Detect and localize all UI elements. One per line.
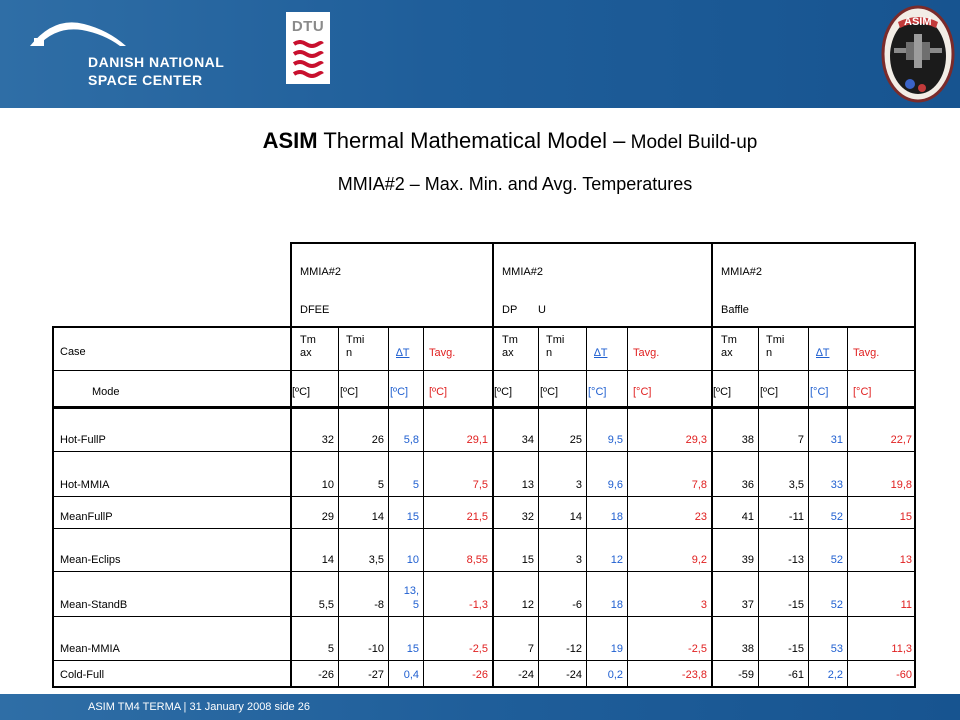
- row-case-label: Cold-Full: [60, 669, 105, 681]
- table-cell-value: 22,7: [890, 434, 912, 446]
- table-cell-value: 7: [797, 434, 804, 446]
- row-divider: [52, 370, 916, 371]
- unit-tavg: [°C]: [633, 386, 652, 398]
- table-cell-value: 5: [377, 479, 384, 491]
- group-subtitle: Baffle: [721, 304, 749, 316]
- row-divider: [52, 528, 916, 529]
- table-cell-value: 52: [830, 554, 843, 566]
- column-header-tavg: Tavg.: [633, 347, 660, 359]
- table-cell-value: 12: [610, 554, 623, 566]
- dnsc-arc-icon: [24, 16, 134, 56]
- column-divider: [492, 326, 494, 686]
- table-cell-value: 29: [321, 511, 334, 523]
- row-divider: [52, 496, 916, 497]
- table-cell-value: 5: [412, 479, 419, 491]
- table-cell-value: 38: [741, 643, 754, 655]
- row-case-label: Hot-FullP: [60, 434, 106, 446]
- table-cell-value: 29,1: [466, 434, 488, 446]
- column-header-tmin: Tmi: [546, 334, 565, 346]
- table-bottom-border: [52, 686, 916, 688]
- table-cell-value: 33: [830, 479, 843, 491]
- table-cell-value: 3: [575, 554, 582, 566]
- table-cell-value: 5,5: [318, 599, 334, 611]
- table-cell-value: -15: [788, 599, 804, 611]
- table-cell-value: 11,3: [891, 643, 912, 655]
- table-cell-value: 34: [521, 434, 534, 446]
- table-cell-value: 15: [899, 511, 912, 523]
- column-header-tmax-2: ax: [721, 347, 733, 359]
- dtu-logo: [286, 12, 330, 84]
- table-cell-value: -61: [788, 669, 804, 681]
- column-divider: [388, 326, 389, 686]
- group-divider: [290, 242, 292, 326]
- row-case-label: Mean-MMIA: [60, 643, 120, 655]
- table-cell-value: -27: [368, 669, 384, 681]
- table-cell-value: 3: [575, 479, 582, 491]
- group-subtitle: DFEE: [300, 304, 330, 316]
- table-cell-value: -2,5: [688, 643, 707, 655]
- table-cell-value: 13: [521, 479, 534, 491]
- column-header-delta-t: ∆T: [396, 347, 410, 359]
- table-cell-value: 10: [406, 554, 419, 566]
- unit-delta-t: [°C]: [810, 386, 829, 398]
- column-header-tmin: Tmi: [346, 334, 365, 346]
- row-case-label: MeanFullP: [60, 511, 113, 523]
- table-cell-value: -8: [374, 599, 384, 611]
- column-header-tmin-2: n: [346, 347, 353, 359]
- table-cell-value: 3,5: [788, 479, 804, 491]
- table-cell-value: 5: [327, 643, 334, 655]
- unit-tmax: [ºC]: [713, 386, 732, 398]
- title-main: Thermal Mathematical Model: [317, 128, 614, 153]
- table-cell-value: 14: [569, 511, 582, 523]
- table-cell-value: 15: [406, 511, 419, 523]
- table-cell-value: 19: [610, 643, 623, 655]
- column-divider: [338, 326, 339, 686]
- logo-line-1: DANISH NATIONAL: [88, 54, 225, 70]
- column-header-tmin-2: n: [546, 347, 553, 359]
- table-cell-value: 41: [741, 511, 754, 523]
- dtu-logo-text: DTU: [291, 18, 325, 35]
- column-header-tmax: Tm: [300, 334, 316, 346]
- slide-subtitle: MMIA#2 – Max. Min. and Avg. Temperatures: [337, 174, 693, 194]
- table-cell-value: 29,3: [685, 434, 707, 446]
- table-cell-value: 15: [406, 643, 419, 655]
- table-cell-value: 14: [321, 554, 334, 566]
- row-case-label: Mean-StandB: [60, 599, 128, 611]
- table-cell-value: 7,8: [691, 479, 707, 491]
- title-small: Model Build-up: [625, 132, 758, 153]
- unit-tmax: [ºC]: [494, 386, 513, 398]
- column-header-tmax-2: ax: [502, 347, 514, 359]
- column-divider: [538, 326, 539, 686]
- column-divider: [423, 326, 424, 686]
- table-cell-value: 37: [741, 599, 754, 611]
- footer-text: ASIM TM4 TERMA | 31 January 2008 side 26: [88, 701, 310, 713]
- column-header-case: Case: [60, 346, 86, 358]
- table-cell-value: -24: [518, 669, 534, 681]
- row-case-label: Hot-MMIA: [60, 479, 110, 491]
- table-cell-value: 11: [900, 599, 912, 611]
- unit-tmin: [ºC]: [340, 386, 359, 398]
- group-title: MMIA#2: [721, 266, 762, 278]
- table-cell-value: -2,5: [469, 643, 488, 655]
- footer-band: [0, 694, 960, 720]
- group-title: MMIA#2: [300, 266, 341, 278]
- table-cell-value: 7,5: [472, 479, 488, 491]
- unit-tavg: [°C]: [853, 386, 872, 398]
- mode-row-label: Mode: [92, 386, 120, 398]
- group-title: MMIA#2: [502, 266, 543, 278]
- table-cell-value: 0,4: [403, 669, 419, 681]
- table-cell-value: 26: [371, 434, 384, 446]
- table-cell-value: 25: [569, 434, 582, 446]
- table-cell-value: -24: [566, 669, 582, 681]
- header-band: [0, 0, 960, 108]
- table-cell-value: -1,3: [469, 599, 488, 611]
- table-cell-value: -6: [572, 599, 582, 611]
- table-cell-value: 13,: [403, 585, 419, 597]
- table-cell-value: 10: [321, 479, 334, 491]
- group-subtitle-2: U: [538, 304, 546, 316]
- table-cell-value: 5,8: [403, 434, 419, 446]
- table-top-border: [290, 242, 916, 244]
- table-cell-value: 9,5: [607, 434, 623, 446]
- column-divider: [586, 326, 587, 686]
- table-cell-value: 32: [321, 434, 334, 446]
- table-cell-value: 19,8: [890, 479, 912, 491]
- table-cell-value: 9,2: [691, 554, 707, 566]
- row-divider: [52, 616, 916, 617]
- column-divider: [808, 326, 809, 686]
- table-cell-value: 53: [830, 643, 843, 655]
- table-cell-value: 38: [741, 434, 754, 446]
- table-cell-value: -60: [896, 669, 912, 681]
- table-cell-value: 14: [371, 511, 384, 523]
- mode-row-bottom-border: [52, 406, 916, 409]
- group-divider: [711, 242, 713, 326]
- asim-mission-badge: [880, 4, 956, 104]
- column-divider: [627, 326, 628, 686]
- table-cell-value: 12: [521, 599, 534, 611]
- table-cell-value: 2,2: [827, 669, 843, 681]
- unit-tavg: [ºC]: [429, 386, 448, 398]
- badge-label: ASIM: [904, 16, 932, 28]
- column-divider: [758, 326, 759, 686]
- table-cell-value: 32: [521, 511, 534, 523]
- table-cell-value: -23,8: [681, 669, 707, 681]
- table-cell-value: 13: [899, 554, 912, 566]
- table-cell-value: 3,5: [368, 554, 384, 566]
- column-header-tmax-2: ax: [300, 347, 312, 359]
- table-cell-value: 52: [830, 511, 843, 523]
- row-divider: [52, 571, 916, 572]
- table-cell-value: 7: [527, 643, 534, 655]
- table-cell-value: 5: [412, 599, 419, 611]
- row-case-label: Mean-Eclips: [60, 554, 121, 566]
- table-cell-value: 31: [830, 434, 843, 446]
- table-left-border: [52, 326, 54, 686]
- column-header-delta-t: ∆T: [594, 347, 608, 359]
- column-divider: [847, 326, 848, 686]
- table-cell-value: 18: [610, 511, 623, 523]
- group-divider: [914, 242, 916, 326]
- table-cell-value: 8,55: [466, 554, 488, 566]
- table-cell-value: 0,2: [607, 669, 623, 681]
- row-divider: [52, 451, 916, 452]
- table-cell-value: -15: [788, 643, 804, 655]
- column-header-tmin-2: n: [766, 347, 773, 359]
- column-header-tmax: Tm: [502, 334, 518, 346]
- table-cell-value: 18: [610, 599, 623, 611]
- table-cell-value: 36: [741, 479, 754, 491]
- temperature-table: [52, 242, 916, 686]
- table-cell-value: 3: [700, 599, 707, 611]
- logo-line-2: SPACE CENTER: [88, 72, 203, 88]
- unit-tmin: [ºC]: [760, 386, 779, 398]
- group-divider: [492, 242, 494, 326]
- table-cell-value: -26: [318, 669, 334, 681]
- table-cell-value: -10: [368, 643, 384, 655]
- table-cell-value: -12: [566, 643, 582, 655]
- dtu-waves-icon: [292, 40, 324, 80]
- slide-title: [0, 128, 960, 154]
- table-cell-value: -59: [738, 669, 754, 681]
- column-divider: [711, 326, 713, 686]
- unit-tmin: [ºC]: [540, 386, 559, 398]
- table-right-border: [914, 326, 916, 686]
- danish-national-space-center-logo: [24, 16, 254, 94]
- header-bottom-border: [52, 326, 916, 328]
- column-header-tavg: Tavg.: [429, 347, 456, 359]
- title-bold: ASIM: [262, 128, 318, 153]
- unit-tmax: [ºC]: [292, 386, 311, 398]
- table-cell-value: 23: [694, 511, 707, 523]
- table-cell-value: -11: [788, 511, 804, 523]
- column-divider: [290, 326, 292, 686]
- unit-delta-t: [°C]: [588, 386, 607, 398]
- column-header-tavg: Tavg.: [853, 347, 880, 359]
- table-cell-value: -13: [788, 554, 804, 566]
- table-cell-value: -26: [472, 669, 488, 681]
- column-header-tmax: Tm: [721, 334, 737, 346]
- title-dash: –: [613, 128, 626, 153]
- unit-delta-t: [ºC]: [390, 386, 409, 398]
- column-header-delta-t: ∆T: [816, 347, 830, 359]
- group-subtitle: DP: [502, 304, 518, 316]
- table-cell-value: 15: [521, 554, 534, 566]
- table-cell-value: 21,5: [466, 511, 488, 523]
- table-cell-value: 39: [741, 554, 754, 566]
- row-divider: [52, 660, 916, 661]
- column-header-tmin: Tmi: [766, 334, 785, 346]
- table-cell-value: 52: [830, 599, 843, 611]
- table-cell-value: 9,6: [607, 479, 623, 491]
